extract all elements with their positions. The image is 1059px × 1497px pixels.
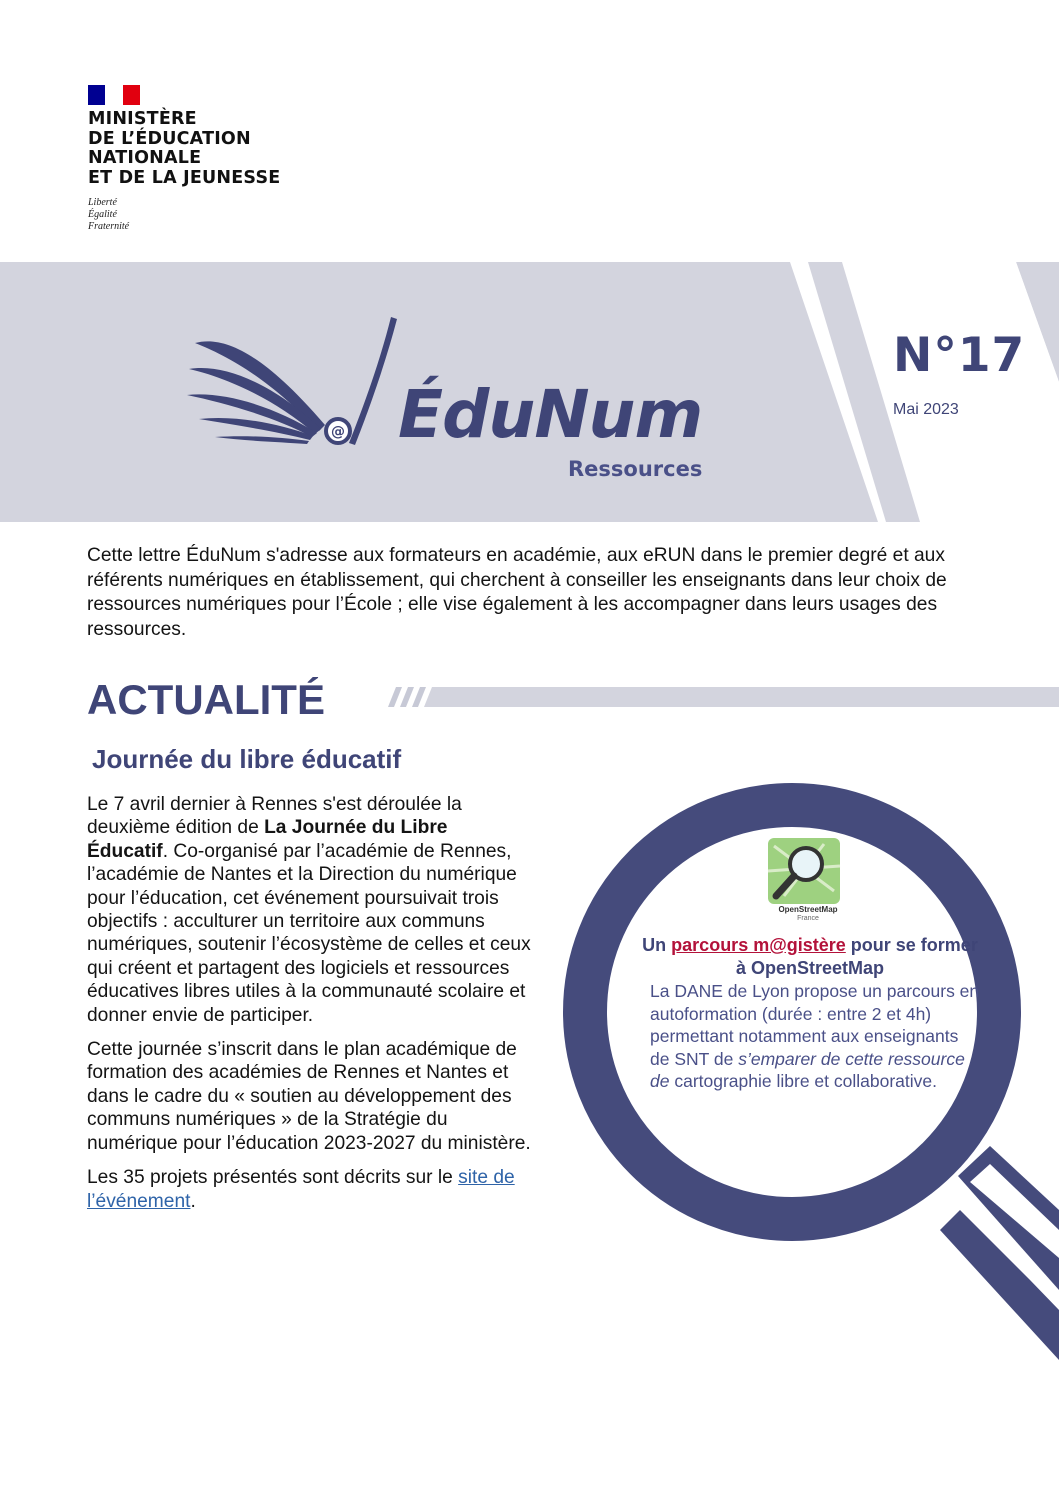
event-name: La Journée du Libre Éducatif bbox=[87, 817, 448, 862]
text-run: . Co-organisé par l’académie de Rennes, l’académie de Nantes et la Direction du numérique pour l’éducation, cet événement poursuivait trois objectifs : acculturer un territoire aux communs numériques, soutenir l’écosystème de celles et ceux qui créent et partagent des logiciels et ressources éducatives libres utiles à la communauté scolaire et donner envie de participer. bbox=[87, 840, 531, 1026]
ministry-line: MINISTÈRE bbox=[88, 109, 197, 129]
french-flag bbox=[88, 85, 140, 105]
motto-line: Liberté bbox=[88, 197, 117, 208]
card-body bbox=[650, 980, 980, 1093]
osm-logo-name: OpenStreetMap bbox=[778, 905, 838, 914]
edunum-book-logo bbox=[185, 315, 400, 450]
text-run: Le 7 avril dernier à Rennes s'est déroulée la deuxième édition de bbox=[87, 794, 462, 839]
brand-title: ÉduNum bbox=[398, 376, 703, 453]
openstreetmap-logo bbox=[764, 836, 844, 906]
text-run: cartographie libre et collaborative. bbox=[669, 1071, 937, 1091]
motto-line: Égalité bbox=[88, 209, 117, 220]
motto-line: Fraternité bbox=[88, 221, 130, 232]
flag-white bbox=[105, 85, 122, 105]
issue-date: Mai 2023 bbox=[893, 401, 959, 418]
brand-subtitle: Ressources bbox=[568, 457, 703, 481]
flag-blue bbox=[88, 85, 105, 105]
osm-logo-sub: France bbox=[797, 915, 819, 922]
text-run: La DANE de Lyon propose un parcours en autoformation (durée : entre 2 et 4h) permettant notamment aux enseignants de SNT de bbox=[650, 981, 980, 1069]
osm-logo-text bbox=[763, 905, 853, 923]
emphasis-text: s’emparer de cette ressource de bbox=[650, 1048, 965, 1091]
ministry-line: ET DE LA JEUNESSE bbox=[88, 167, 281, 188]
section-divider bbox=[380, 687, 1059, 707]
magistere-link[interactable]: parcours m@gistère bbox=[671, 935, 846, 955]
ministry-name bbox=[88, 110, 280, 188]
ministry-line: NATIONALE bbox=[88, 148, 202, 168]
ministry-line: DE L’ÉDUCATION bbox=[88, 128, 251, 149]
text-run: . bbox=[190, 1190, 196, 1212]
article-title: Journée du libre éducatif bbox=[92, 744, 402, 774]
card-title bbox=[640, 934, 980, 980]
svg-text:@: @ bbox=[331, 424, 345, 440]
intro-paragraph: Cette lettre ÉduNum s'adresse aux formateurs en académie, aux eRUN dans le premier degré et aux référents numériques en établissement, qui cherchent à conseiller les enseignants dans leur choix de ressources numériques pour l’École ; elle vise également à les accompagner dans leurs usages des ressources. bbox=[87, 545, 947, 640]
article-paragraph: Cette journée s’inscrit dans le plan académique de formation des académies de Rennes et Nantes et dans le cadre du « soutien au développement des communs numériques » de la Stratégie du numérique pour l’éducation 2023-2027 du ministère. bbox=[87, 1039, 531, 1154]
article-paragraph bbox=[87, 1166, 532, 1213]
article-paragraph bbox=[87, 793, 532, 1027]
flag-red bbox=[123, 85, 140, 105]
text-run: Un bbox=[642, 935, 672, 955]
event-site-link[interactable]: site de l’événement bbox=[87, 1167, 515, 1212]
text-run: Les 35 projets présentés sont décrits sur le bbox=[87, 1167, 459, 1189]
issue-number: N°17 bbox=[893, 328, 1026, 383]
text-run: pour se former à OpenStreetMap bbox=[735, 935, 978, 978]
motto bbox=[88, 197, 129, 233]
article-body bbox=[87, 793, 532, 1224]
section-title: ACTUALITÉ bbox=[87, 676, 325, 723]
